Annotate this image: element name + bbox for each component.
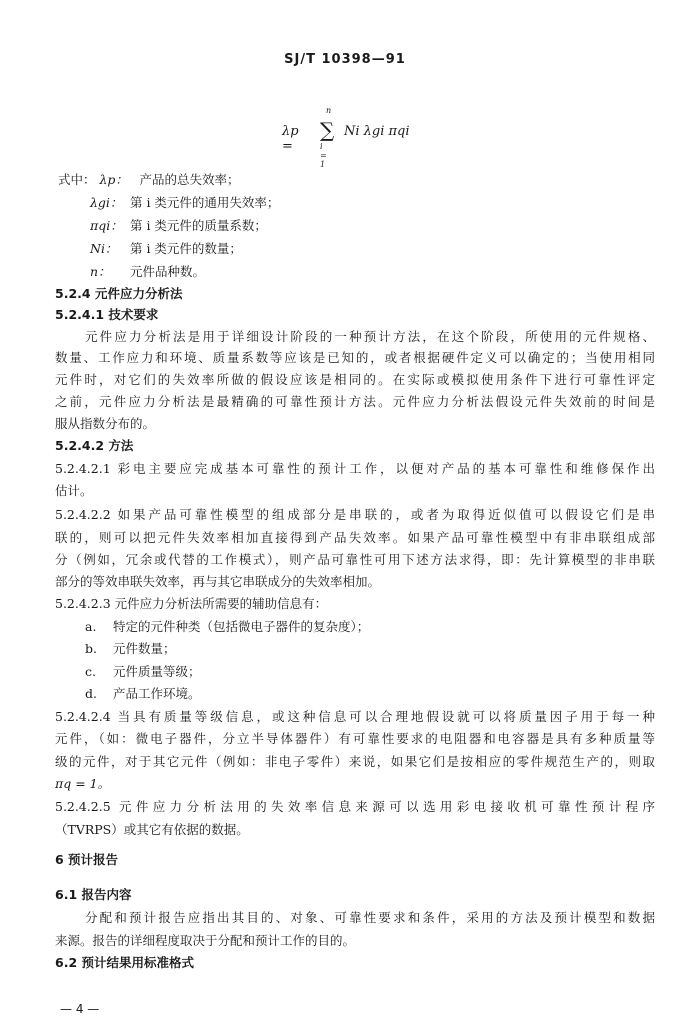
- page-number: — 4 —: [60, 1002, 100, 1016]
- paragraph-line: 5.2.4.2.5 元件应力分析法用的失效率信息来源可以选用彩电接收机可靠性预计程序: [55, 799, 655, 814]
- section-heading: 5.2.4.2 方法: [55, 438, 134, 453]
- formula-sum-top: n: [326, 106, 332, 115]
- section-heading: 6.2 预计结果用标准格式: [55, 955, 194, 970]
- section-heading: 5.2.4 元件应力分析法: [55, 286, 183, 301]
- paragraph-line: 服从指数分布的。: [55, 416, 156, 431]
- legend-text: 产品的总失效率；: [139, 172, 240, 187]
- paragraph-line: 估计。: [55, 483, 93, 498]
- formula-sum-bottom: i = 1: [320, 142, 327, 169]
- list-item: [85, 664, 201, 680]
- legend-symbol: Ni：: [90, 241, 118, 256]
- standard-header: SJ/T 10398—91: [284, 52, 406, 67]
- paragraph-line: 元件，（如：微电子器件，分立半导体器件）有可靠性要求的电阻器和电容器是具有多种质量等: [55, 731, 655, 746]
- list-item-text: 元件数量；: [113, 641, 176, 656]
- paragraph-line: 元件应力分析法是用于详细设计阶段的一种预计方法，在这个阶段，所使用的元件规格、: [85, 329, 655, 344]
- list-item: [85, 641, 176, 657]
- paragraph-line: 元件时，对它们的失效率所做的假设应该是相同的。在实际或模拟使用条件下进行可靠性评定: [55, 372, 655, 387]
- paragraph-line: 分（例如，冗余或代替的工作模式），则产品可靠性可用下述方法求得，即：先计算模型的非串联: [55, 552, 655, 567]
- legend-symbol: πqi：: [90, 218, 123, 233]
- legend-symbol: n：: [90, 264, 111, 279]
- section-heading: 5.2.4.1 技术要求: [55, 307, 159, 322]
- list-item-label: c.: [85, 664, 96, 679]
- paragraph-line: 数量、工作应力和环境、质量系数等应该是已知的，或者根据硬件定义可以确定的；当使用相同: [55, 350, 655, 365]
- section-heading: 6.1 报告内容: [55, 887, 132, 902]
- paragraph-line: 5.2.4.2.1 彩电主要应完成基本可靠性的预计工作，以便对产品的基本可靠性和维修保作出: [55, 461, 655, 476]
- list-item-label: a.: [85, 619, 97, 634]
- legend-text: 元件品种数。: [129, 264, 205, 279]
- paragraph-line: 之前，元件应力分析法是最精确的可靠性预计方法。元件应力分析法假设元件失效前的时间是: [55, 394, 655, 409]
- legend-row: [90, 241, 242, 257]
- paragraph-line: （TVRPS）或其它有依据的数据。: [55, 822, 249, 837]
- paragraph-line: 5.2.4.2.4 当具有质量等级信息，或这种信息可以合理地假设就可以将质量因子用于每一种: [55, 709, 655, 724]
- list-item: [85, 619, 369, 635]
- legend-row: [90, 218, 267, 234]
- paragraph-line: 联的，则可以把元件失效率相加直接得到产品失效率。如果产品可靠性模型中有非串联组成部: [55, 530, 655, 545]
- legend-symbol: λgi：: [90, 195, 123, 210]
- list-item: [85, 686, 201, 702]
- legend-row: [90, 195, 279, 211]
- formula-rhs: Ni λgi πqi: [344, 124, 410, 139]
- list-item-label: d.: [85, 686, 97, 701]
- section-heading: 6 预计报告: [55, 852, 119, 867]
- paragraph-line: 5.2.4.2.3 元件应力分析法所需要的辅助信息有：: [55, 596, 328, 611]
- legend-row: [90, 264, 205, 280]
- formula-lhs: λp =: [282, 124, 299, 154]
- legend-text: 第 i 类元件的质量系数；: [129, 218, 267, 233]
- paragraph-line: 部分的等效串联失效率，再与其它串联成分的失效率相加。: [55, 574, 381, 589]
- paragraph-line: 级的元件，对于其它元件（例如：非电子零件）来说，如果它们是按相应的零件规范生产的，则取: [55, 754, 655, 769]
- list-item-label: b.: [85, 641, 97, 656]
- paragraph-line: 来源。报告的详细程度取决于分配和预计工作的目的。: [55, 933, 356, 948]
- paragraph-line: 分配和预计报告应指出其目的、对象、可靠性要求和条件，采用的方法及预计模型和数据: [85, 910, 655, 925]
- paragraph-line: πq = 1。: [55, 776, 111, 791]
- legend-text: 第 i 类元件的通用失效率；: [129, 195, 280, 210]
- legend-text: 第 i 类元件的数量；: [129, 241, 242, 256]
- paragraph-line: 5.2.4.2.2 如果产品可靠性模型的组成部分是串联的，或者为取得近似值可以假设它们是串: [55, 507, 655, 522]
- legend-row: [58, 172, 240, 188]
- list-item-text: 元件质量等级；: [113, 664, 201, 679]
- list-item-text: 产品工作环境。: [113, 686, 201, 701]
- list-item-text: 特定的元件种类（包括微电子器件的复杂度）；: [113, 619, 370, 634]
- legend-prefix: 式中：: [58, 172, 96, 187]
- legend-symbol: λp：: [99, 172, 128, 187]
- formula-sum-symbol: ∑: [320, 118, 335, 142]
